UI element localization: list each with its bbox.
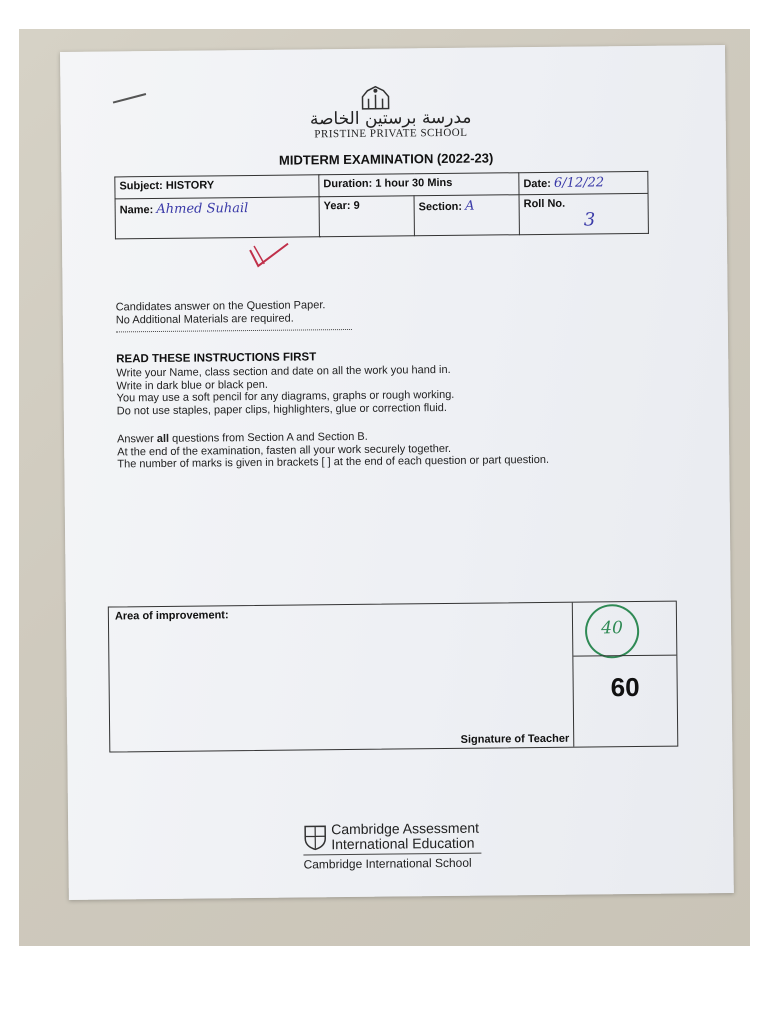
section-cell	[414, 195, 519, 236]
instruction-emphasis: all	[156, 432, 170, 446]
cambridge-name-line1: Cambridge Assessment	[331, 819, 480, 838]
duration-cell	[319, 173, 519, 197]
school-crest-icon	[358, 85, 392, 111]
roll-label: Roll No.	[523, 197, 566, 211]
cambridge-name-line2: International Education	[331, 834, 475, 853]
section-label: Section:	[418, 200, 463, 214]
subject-cell	[115, 175, 319, 199]
instructions-list	[116, 362, 636, 417]
check-mark-icon	[244, 240, 294, 271]
cambridge-school-label: Cambridge International School	[303, 855, 472, 872]
year-cell	[319, 196, 414, 237]
instruction-line: Do not use staples, paper clips, highlighters, glue or correction fluid.	[116, 401, 447, 417]
date-cell	[519, 171, 648, 194]
subject-label: Subject:	[119, 179, 163, 193]
score-column	[572, 602, 678, 747]
cambridge-shield-icon	[303, 824, 327, 850]
instruction-line: Write your Name, class section and date on all the work you hand in.	[116, 363, 451, 380]
dotted-separator	[116, 329, 352, 332]
instructions-list-2	[117, 428, 637, 471]
subject-value: HISTORY	[165, 179, 215, 192]
instruction-text: questions from Section A and Section B.	[168, 430, 368, 445]
school-name-english: PRISTINE PRIVATE SCHOOL	[314, 126, 468, 141]
section-value: A	[465, 198, 475, 214]
name-cell	[115, 197, 319, 239]
name-label: Name:	[119, 204, 154, 217]
exam-cover-page	[60, 45, 734, 900]
year-label: Year: 9	[323, 199, 360, 213]
date-value: 6/12/22	[553, 175, 605, 191]
name-value: Ahmed Suhail	[156, 201, 249, 217]
pen-mark	[113, 93, 146, 104]
instructions-heading: READ THESE INSTRUCTIONS FIRST	[116, 351, 317, 366]
candidate-note-line: No Additional Materials are required.	[115, 312, 294, 327]
instruction-line: The number of marks is given in brackets [ ] at the end of each question or part question.	[117, 453, 550, 471]
exam-title: MIDTERM EXAMINATION (2022-23)	[278, 150, 494, 168]
score-obtained: 40	[601, 618, 623, 639]
candidate-notes	[116, 299, 326, 327]
roll-cell	[519, 193, 648, 234]
instruction-line: Write in dark blue or black pen.	[116, 378, 268, 392]
teacher-signature-label: Signature of Teacher	[460, 732, 570, 746]
marks-box	[108, 601, 678, 753]
improvement-label: Area of improvement:	[114, 609, 229, 623]
roll-value: 3	[583, 209, 596, 231]
score-divider	[573, 655, 676, 657]
instruction-line: You may use a soft pencil for any diagrams, graphs or rough working.	[116, 388, 455, 405]
school-name-arabic: مدرسة برستين الخاصة	[309, 107, 472, 130]
score-total: 60	[610, 671, 640, 703]
candidate-note-line: Candidates answer on the Question Paper.	[115, 299, 326, 314]
instruction-text: Answer	[116, 433, 157, 446]
student-info-table	[114, 171, 649, 240]
duration-label: Duration: 1 hour 30 Mins	[323, 176, 453, 191]
date-label: Date:	[523, 177, 551, 191]
instruction-line: At the end of the examination, fasten all your work securely together.	[117, 442, 452, 458]
